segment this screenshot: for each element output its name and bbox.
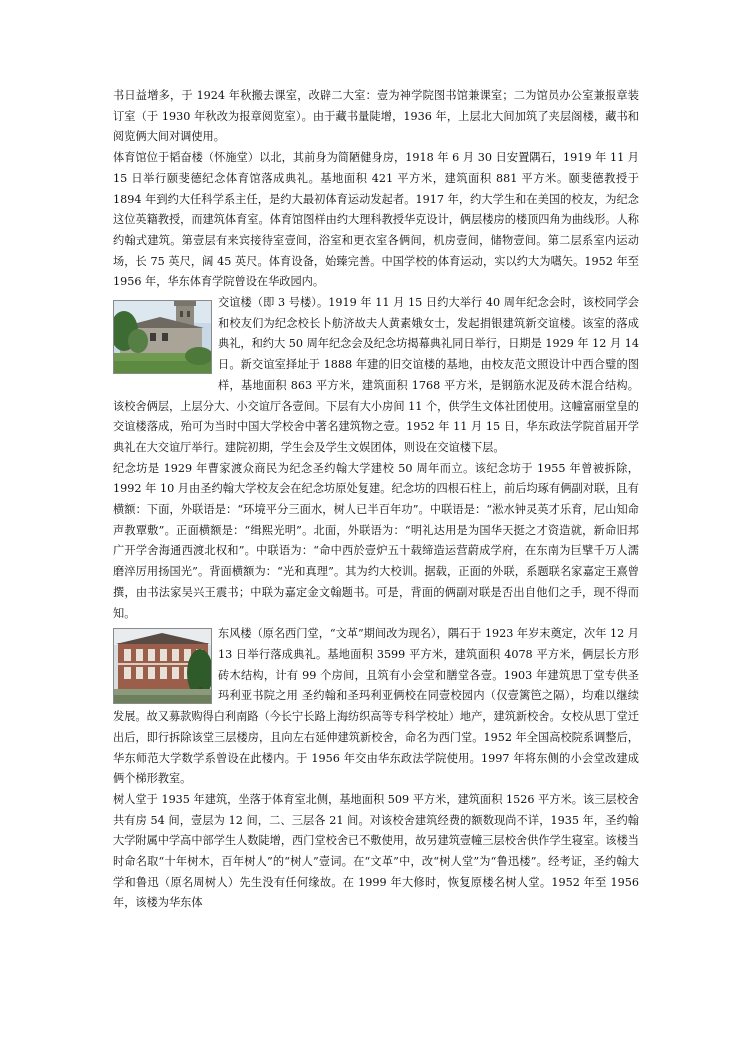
paragraph-library: 书日益增多，于 1924 年秋搬去课室，改辟二大室：壹为神学院图书馆兼课室；二为馆员办公室兼报章装订室（于 1930 年秋改为报章阅览室）。由于藏书量陡增，1936 年，上层北大间加筑了夹层阁楼，藏书和阅览俩大间对调使用。 — [113, 89, 639, 144]
paragraph-shuren-tang: 树人堂于 1935 年建筑，坐落于体育室北侧，基地面积 509 平方米，建筑面积 1526 平方米。该三层校舍共有房 54 间，壹层为 12 间，二、三层各 21 间。对该校舍建筑经费的额数现尚不详，1935 年，圣约翰大学附属中学高中部学生人数陡增，西门堂校舍已不敷使用，故另建筑壹幢三层校舍供作学生寝室。该楼当时命名取“十年树木，百年树人”的“树人”壹词。在“文革”中，改“树人堂”为“鲁迅楼”。经考证，圣约翰大学和鲁迅（原名周树人）先生没有任何缘故。在 1999 年大修时，恢复原楼名树人堂。1952 年至 1956 年，该楼为华东体 — [113, 792, 639, 910]
paragraph-memorial-arch: 纪念坊是 1929 年曹家渡众商民为纪念圣约翰大学建校 50 周年而立。该纪念坊于 1955 年曾被拆除，1992 年 10 月由圣约翰大学校友会在纪念坊原处复建。纪念坊的四根石柱上，前后均琢有俩副对联，且有横额：下面，外联语是：“环境平分三面水，树人已半百年功”。中联语是：“淞水钟灵英才乐育，尼山知命声教覃敷”。正面横额是：“缉熙光明”。北面，外联语为：“明礼达用是为国华天挺之才资造就，新命旧邦广开学舍海通西渡北权和”。中联语为：“命中西於壹炉五十载缔造运营蔚成学府，在东南为巨擘千万人濡磨淬厉用扬国光”。背面横额为：“光和真理”。其为约大校训。据载，正面的外联，系题联名家嘉定王熹曾撰，由书法家吴兴王震书；中联为嘉定金文翰题书。可是，背面的俩副对联是否出自他们之手，现不得而知。 — [113, 461, 639, 620]
paragraph-jiaoyi-lou: 交谊楼（即 3 号楼）。1919 年 11 月 15 日约大举行 40 周年纪念会时，该校同学会和校友们为纪念校长卜舫济故夫人黄素娥女士，发起捐银建筑新交谊楼。该室的落成典礼，和约大 50 周年纪念会及纪念坊揭幕典礼同日举行，日期是 1929 年 12 月 14 日。新交谊室择址于 1888 年建的旧交谊楼的基地，由校友范文照设计中西合璧的图样，基地面积 863 平方米，建筑面积 1768 平方米，是钢筋水泥及砖木混合结构。该校舍俩层，上层分大、小交谊厅各壹间。下层有大小房间 11 个，供学生文体社团使用。这幢富丽堂皇的交谊楼落成，殆可为当时中国大学校舍中著名建筑物之壹。1952 年 11 月 15 日，华东政法学院首届开学典礼在大交谊厅举行。建院初期，学生会及学生文娱团体，则设在交谊楼下层。 — [113, 296, 639, 454]
dongfeng-lou-photo — [113, 628, 212, 704]
jiaoyi-lou-photo — [113, 300, 212, 374]
paragraph-gymnasium: 体育馆位于韬奋楼（怀施堂）以北，其前身为简陋健身房，1918 年 6 月 30 日安置隅石，1919 年 11 月 15 日举行颐斐德纪念体育馆落成典礼。基地面积 421 平方米，建筑面积 881 平方米。颐斐德教授于 1894 年到约大任科学系主任，是约大最初体育运动发起者。1917 年，约大学生和在美国的校友，为纪念这位英籍教授，而建筑体育室。体育馆图样由约大理科教授华克设计，俩层楼房的楼顶四角为曲线形。人称约翰式建筑。第壹层有来宾接待室壹间，浴室和更衣室各俩间，机房壹间，储物壹间。第二层系室内运动场，长 75 英尺，阔 45 英尺。体育设备，始臻完善。中国学校的体育运动，实以约大为嚆矢。1952 年至 1956 年，华东体育学院曾设在华政园内。 — [113, 151, 639, 289]
document-body — [113, 86, 639, 914]
paragraph-dongfeng-lou: 东风楼（原名西门堂，“文革”期间改为现名），隅石于 1923 年岁末奠定，次年 12 月 13 日举行落成典礼。基地面积 3599 平方米，建筑面积 4078 平方米，俩层长方形砖木结构，计有 99 个房间，且筑有小会堂和膳堂各壹。1903 年建筑思丁堂专供圣玛利亚书院之用 圣约翰和圣玛利亚俩校在同壹校园内（仅壹篱笆之隔），均难以继续发展。故又募款购得白利南路（今长宁长路上海纺织高等专科学校址）地产，建筑新校舍。女校从思丁堂迁出后，即行拆除该堂三层楼房，且向左右延伸建筑新校舍，命名为西门堂。1952 年全国高校院系调整后，华东师范大学数学系曾设在此楼内。于 1956 年交由华东政法学院使用。1997 年将东侧的小会堂改建成俩个梯形教室。 — [113, 627, 639, 786]
